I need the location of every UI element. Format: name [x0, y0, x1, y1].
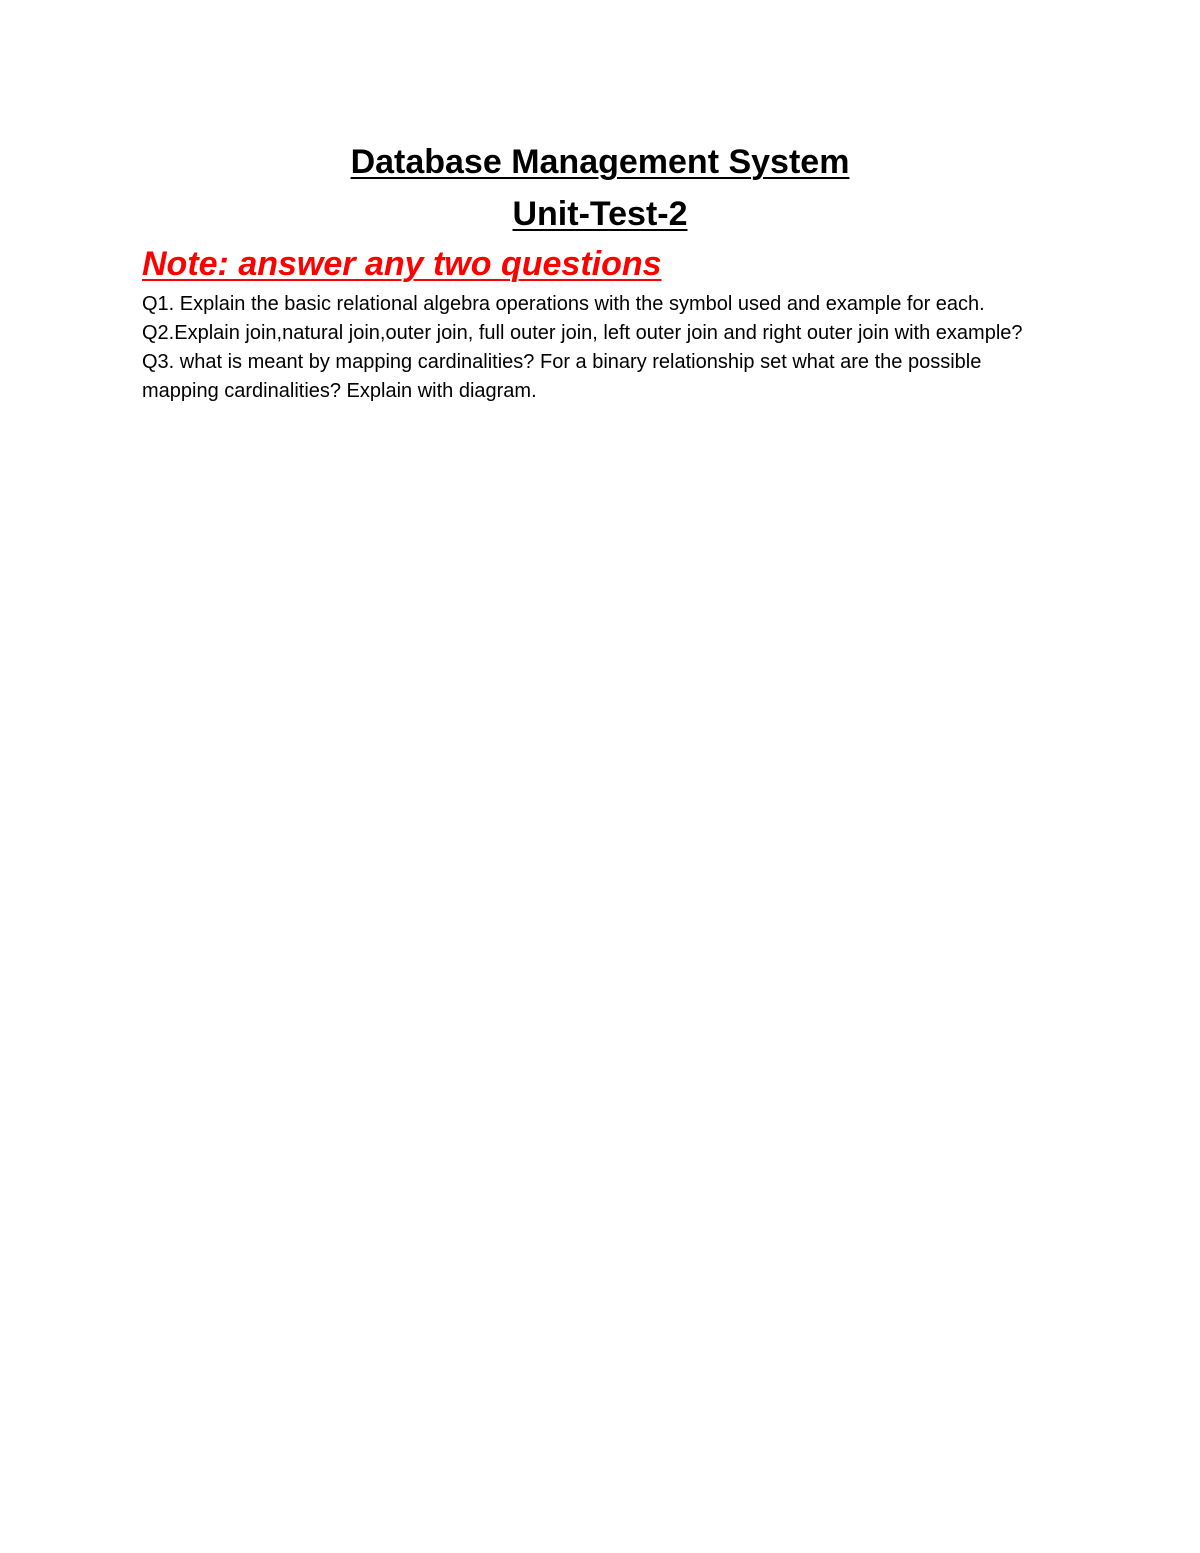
question-item-3: Q3. what is meant by mapping cardinalities? For a binary relationship set what are the possible mapping cardinalities? Explain with diagram.: [142, 351, 982, 402]
document-title: Database Management System: [350, 143, 850, 181]
question-item-1: Q1. Explain the basic relational algebra operations with the symbol used and example for each.: [142, 293, 985, 315]
document-content: [142, 138, 1062, 406]
document-subtitle: Unit-Test-2: [512, 195, 688, 233]
instruction-note: Note: answer any two questions: [142, 245, 662, 283]
question-item-2: Q2.Explain join,natural join,outer join, full outer join, left outer join and right outer join with example?: [142, 322, 1023, 344]
question-list: [142, 290, 1062, 406]
